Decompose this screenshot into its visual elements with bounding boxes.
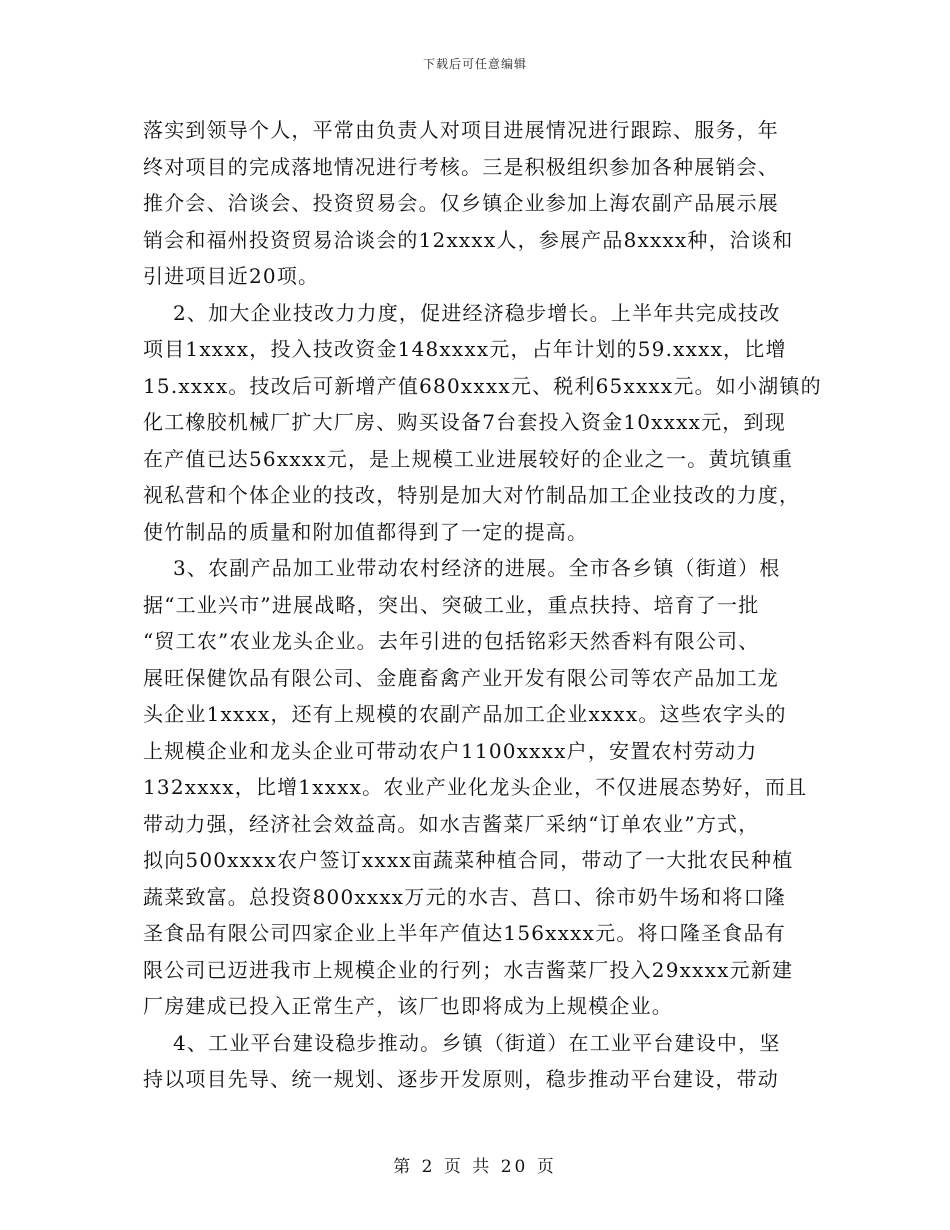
paragraph-line: 上规模企业和龙头企业可带动农户1100xxxx户，安置农村劳动力 (143, 738, 758, 763)
paragraph-line: 使竹制品的质量和附加值都得到了一定的提高。 (143, 519, 589, 544)
paragraph-line: 蔬菜致富。总投资800xxxx万元的水吉、莒口、徐市奶牛场和将口隆 (143, 884, 786, 909)
paragraph-line: 落实到领导个人，平常由负责人对项目进展情况进行跟踪、服务，年 (143, 118, 779, 142)
paragraph-line: 头企业1xxxx，还有上规模的农副产品加工企业xxxx。这些农字头的 (143, 702, 787, 726)
paragraph-line: 带动力强，经济社会效益高。如水吉酱菜厂采纳“订单农业”方式， (143, 811, 760, 836)
paragraph-line: 15.xxxx。技改后可新增产值680xxxx元、税利65xxxx元。如小湖镇的 (143, 373, 822, 398)
paragraph-line: 化工橡胶机械厂扩大厂房、购买设备7台套投入资金10xxxx元，到现 (143, 410, 786, 434)
document-body (143, 112, 822, 1098)
paragraph-line: 视私营和个体企业的技改，特别是加大对竹制品加工企业技改的力度， (143, 483, 801, 507)
paragraph-line: 132xxxx，比增1xxxx。农业产业化龙头企业，不仅进展态势好，而且 (143, 775, 808, 799)
paragraph-line: 推介会、洽谈会、投资贸易会。仅乡镇企业参加上海农副产品展示展 (143, 191, 779, 215)
paragraph-line: “贸工农”农业龙头企业。去年引进的包括铭彩天然香料有限公司、 (143, 629, 760, 653)
paragraph-line: 厂房建成已投入正常生产，该厂也即将成为上规模企业。 (143, 994, 673, 1018)
page-header: 下载后可任意编辑 (422, 57, 527, 71)
paragraph-first-line: 2、加大企业技改力力度，促进经济稳步增长。上半年共完成技改 (173, 300, 781, 325)
page-footer: 第 2 页 共 20 页 (393, 1157, 557, 1177)
paragraph-first-line: 4、工业平台建设稳步推动。乡镇（街道）在工业平台建设中，坚 (173, 1030, 781, 1055)
paragraph-line: 终对项目的完成落地情况进行考核。三是积极组织参加各种展销会、 (143, 154, 779, 179)
paragraph-line: 圣食品有限公司四家企业上半年产值达156xxxx元。将口隆圣食品有 (143, 921, 786, 945)
paragraph-line: 展旺保健饮品有限公司、金鹿畜禽产业开发有限公司等农产品加工龙 (143, 665, 779, 690)
paragraph-line: 项目1xxxx，投入技改资金148xxxx元，占年计划的59.xxxx，比增 (143, 337, 787, 361)
paragraph-line: 拟向500xxxx农户签订xxxx亩蔬菜种植合同，带动了一大批农民种植 (143, 848, 794, 872)
paragraph-line: 销会和福州投资贸易洽谈会的12xxxx人，参展产品8xxxx种，洽谈和 (143, 227, 794, 252)
paragraph-first-line: 3、农副产品加工业带动农村经济的进展。全市各乡镇（街道）根 (173, 556, 781, 580)
paragraph-line: 据“工业兴市”进展战略，突出、突破工业，重点扶持、培育了一批 (143, 592, 760, 617)
paragraph-line: 引进项目近20项。 (143, 264, 320, 288)
paragraph-line: 在产值已达56xxxx元，是上规模工业进展较好的企业之一。黄坑镇重 (143, 446, 794, 471)
paragraph-line: 持以项目先导、统一规划、逐步开发原则，稳步推动平台建设，带动 (143, 1067, 779, 1091)
paragraph-line: 限公司已迈进我市上规模企业的行列；水吉酱菜厂投入29xxxx元新建 (143, 957, 794, 982)
